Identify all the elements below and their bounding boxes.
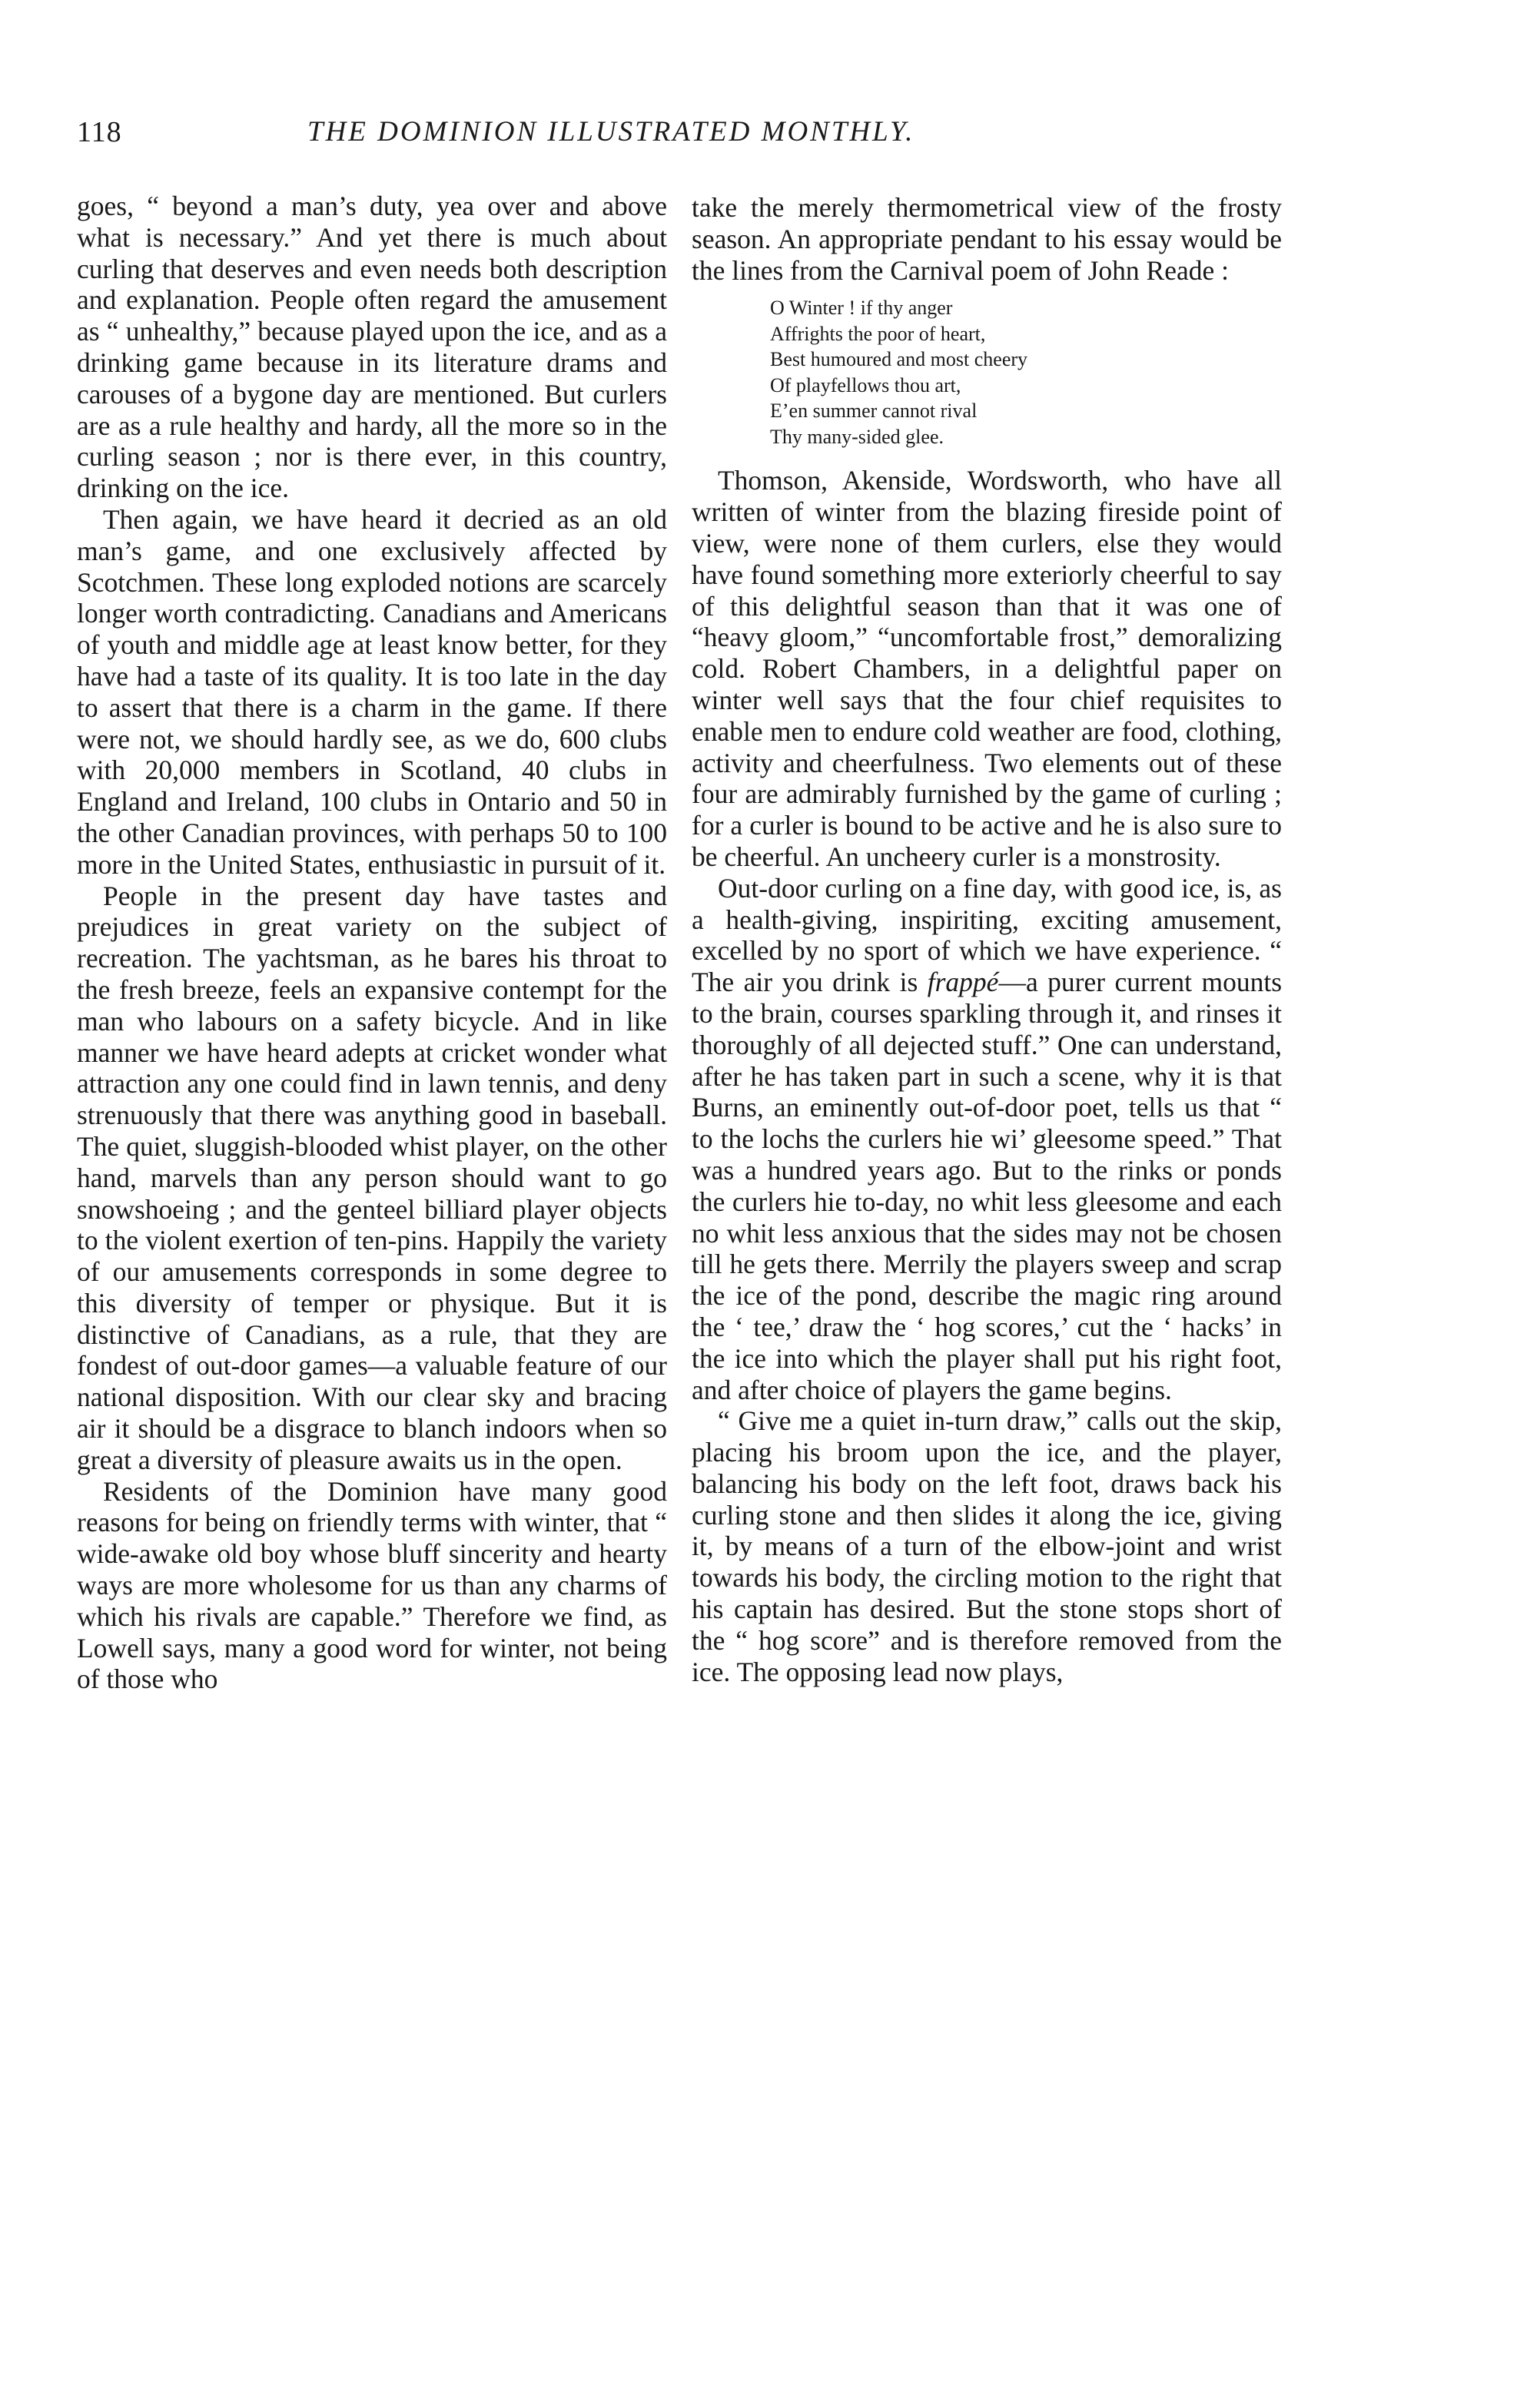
page-header [77,115,1303,161]
poem-line: E’en summer cannot rival [770,400,978,423]
poem-line: Of playfellows thou art, [770,373,961,396]
running-title: THE DOMINION ILLUSTRATED MONTHLY. [307,116,915,148]
poem-line: Best humoured and most cheery [770,348,1028,371]
left-column [77,191,667,1695]
paragraph-recreation: People in the present day have tastes and prejudices in great variety on the subject of recreation. The yachtsman, as he bares his throat to the fresh breeze, feels an expansive contempt for the man who labours on a safety bicycle. And in like manner we have heard adepts at cricket wonder what attraction any one could find in lawn tennis, and deny strenuously that there was anything good in baseball. The quiet, sluggish-blooded whist player, on the other hand, marvels than any person should want to go snowshoeing ; and the genteel billiard player objects to the violent exertion of ten-pins. Happily the variety of our amusements corresponds in some degree to this diversity of temper or physique. But it is distinctive of Canadians, as a rule, that they are fondest of out-door games—a valuable feature of our national disposition. With our clear sky and bracing air it should be a disgrace to blanch indoors when so great a diversity of pleasure awaits us in the open. [77,880,667,1475]
paragraph-residents: Residents of the Dominion have many good reasons for being on friendly terms with winter, that “ wide-awake old boy whose bluff sincerity and hearty ways are more wholesome for us than any charms of which his rivals are capable.” Therefore we find, as Lowell says, many a good word for winter, not being of those who [77,1475,667,1695]
outdoor-text-part-1: Out-door curling on a fine day, with good ice, is, as a health-giving, inspiriting, exciting amusement, excelled by no sport of which we have experience. “ The air you drink is [692,872,1282,998]
frappe-italic: frappé [927,967,999,998]
poem-excerpt [770,295,1282,449]
outdoor-text-part-2: —a purer current mounts to the brain, courses sparkling through it, and rinses it thoroughly of all dejected stuff.” One can understand, after he has taken part in such a scene, why it is that Burns, an eminently out-of-door poet, tells us that “ to the lochs the curlers hie wi’ gleesome speed.” That was a hundred years ago. But to the rinks or ponds the curlers hie to-day, no whit less gleesome and each no whit less anxious that the sides may not be chosen till he gets there. Merrily the players sweep and scrap the ice of the pond, describe the magic ring around the ‘ tee,’ draw the ‘ hog scores,’ cut the ‘ hacks’ in the ice into which the player shall put his right foot, and after choice of players the game begins. [692,967,1283,1405]
paragraph-thomson: Thomson, Akenside, Wordsworth, who have all written of winter from the blazing fireside point of view, were none of them curlers, else they would have found something more exteriorly cheerful to say of this delightful season than that it was one of “heavy gloom,” “uncomfortable frost,” demoralizing cold. Robert Chambers, in a delightful paper on winter well says that the four chief requisites to enable men to endure cold weather are food, clothing, activity and cheerfulness. Two elements out of these four are admirably furnished by the game of curling ; for a curler is bound to be active and he is also sure to be cheerful. An uncheery curler is a monstrosity. [692,465,1282,872]
paragraph-old-mans-game: Then again, we have heard it decried as an old man’s game, and one exclusively affected by Scotchmen. These long exploded notions are scarcely longer worth contradicting. Canadians and Americans of youth and middle age at least know better, for they have had a taste of its quality. It is too late in the day to assert that there is a charm in the game. If there were not, we should hardly see, as we do, 600 clubs with 20,000 members in Scotland, 40 clubs in England and Ireland, 100 clubs in Ontario and 50 in the other Canadian provinces, with perhaps 50 to 100 more in the United States, enthusiastic in pursuit of it. [77,503,667,880]
paragraph-continued: goes, “ beyond a man’s duty, yea over and above what is necessary.” And yet there is much about curling that deserves and even needs both description and explanation. People often regard the amusement as “ unhealthy,” because played upon the ice, and as a drinking game because in its literature drams and carouses of a bygone day are mentioned. But curlers are as a rule healthy and hardy, all the more so in the curling season ; nor is there ever, in this country, drinking on the ice. [77,191,667,504]
poem-line: Affrights the poor of heart, [770,322,986,345]
paragraph-thermometrical: take the merely thermometrical view of the frosty season. An appropriate pendant to his essay would be the lines from the Carnival poem of John Reade : [692,192,1282,286]
paragraph-in-turn-draw: “ Give me a quiet in-turn draw,” calls out the skip, placing his broom upon the ice, and the player, balancing his body on the left foot, draws back his curling stone and then slides it along the ice, giving it, by means of a turn of the elbow-joint and wrist towards his body, the circling motion to the right that his captain has desired. But the stone stops short of the “ hog score” and is therefore removed from the ice. The opposing lead now plays, [692,1405,1282,1687]
right-column [692,192,1282,1687]
poem-line: O Winter ! if thy anger [770,297,953,320]
paragraph-outdoor-curling [692,873,1282,1406]
page-number: 118 [77,116,122,148]
poem-line: Thy many-sided glee. [770,425,944,448]
